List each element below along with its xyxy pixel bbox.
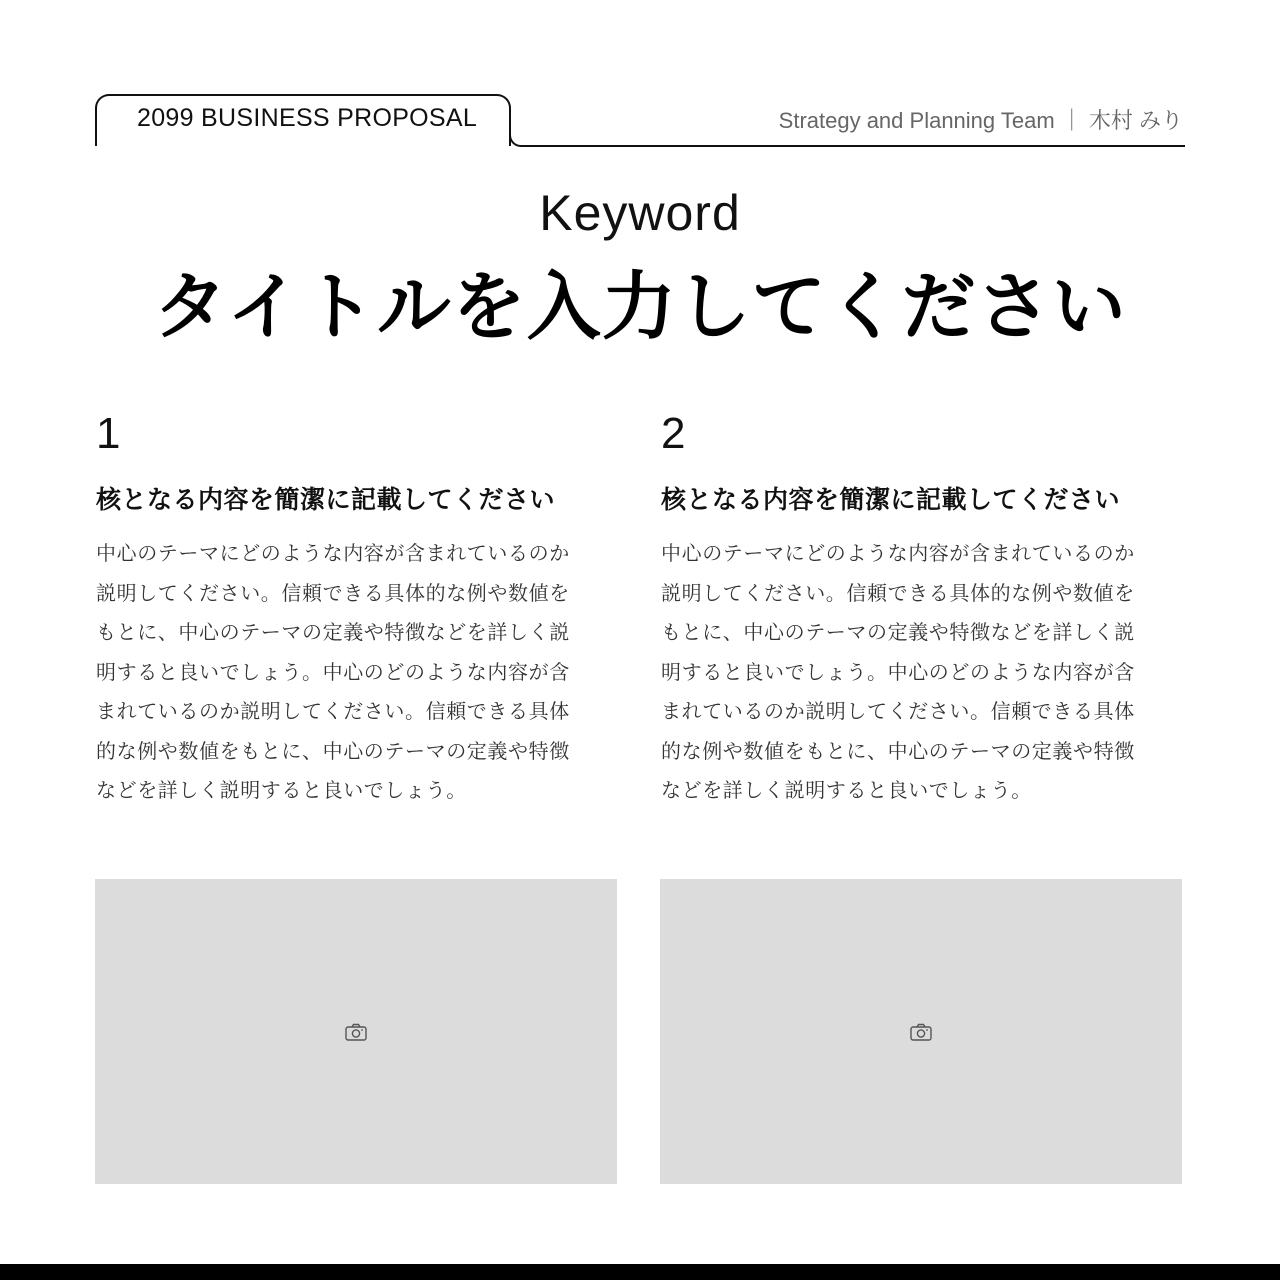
footer-bar — [0, 1264, 1280, 1280]
body-line: などを詳しく説明すると良いでしょう。 — [661, 778, 1032, 802]
column-number: 2 — [661, 409, 686, 458]
body-line: 説明してください。信頼できる具体的な例や数値を — [96, 580, 570, 605]
body-line: 中心のテーマにどのような内容が含まれているのか — [96, 541, 570, 565]
body-line: 的な例や数値をもとに、中心のテーマの定義や特徴 — [96, 738, 570, 763]
column-heading: 核となる内容を簡潔に記載してください — [661, 485, 1121, 514]
header-rule — [527, 145, 1185, 147]
body-line: 的な例や数値をもとに、中心のテーマの定義や特徴 — [661, 738, 1135, 763]
page-title: タイトルを入力してください — [153, 264, 1127, 350]
tab-curve-divider — [509, 120, 529, 147]
body-line: 説明してください。信頼できる具体的な例や数値を — [661, 580, 1135, 605]
body-line: などを詳しく説明すると良いでしょう。 — [96, 778, 467, 802]
body-line: 中心のテーマにどのような内容が含まれているのか — [661, 541, 1135, 565]
body-line: 明すると良いでしょう。中心のどのような内容が含 — [661, 659, 1135, 684]
keyword-kicker: Keyword — [539, 185, 741, 241]
column-body — [96, 534, 616, 811]
camera-icon — [345, 1023, 367, 1041]
column-1 — [96, 410, 616, 811]
column-number: 1 — [96, 409, 121, 458]
proposal-label: 2099 BUSINESS PROPOSAL — [137, 104, 478, 132]
column-body — [661, 534, 1181, 811]
body-line: もとに、中心のテーマの定義や特徴などを詳しく説 — [96, 620, 570, 644]
body-line: 明すると良いでしょう。中心のどのような内容が含 — [96, 659, 570, 684]
camera-icon — [910, 1023, 932, 1041]
column-2 — [661, 410, 1181, 811]
image-placeholder-2[interactable] — [660, 879, 1182, 1184]
body-line: まれているのか説明してください。信頼できる具体 — [661, 699, 1135, 723]
column-heading: 核となる内容を簡潔に記載してください — [96, 485, 556, 514]
body-line: まれているのか説明してください。信頼できる具体 — [96, 699, 570, 723]
image-placeholder-1[interactable] — [95, 879, 617, 1184]
team-author: Strategy and Planning Team ｜ 木村 みり — [778, 108, 1183, 133]
body-line: もとに、中心のテーマの定義や特徴などを詳しく説 — [661, 620, 1135, 644]
